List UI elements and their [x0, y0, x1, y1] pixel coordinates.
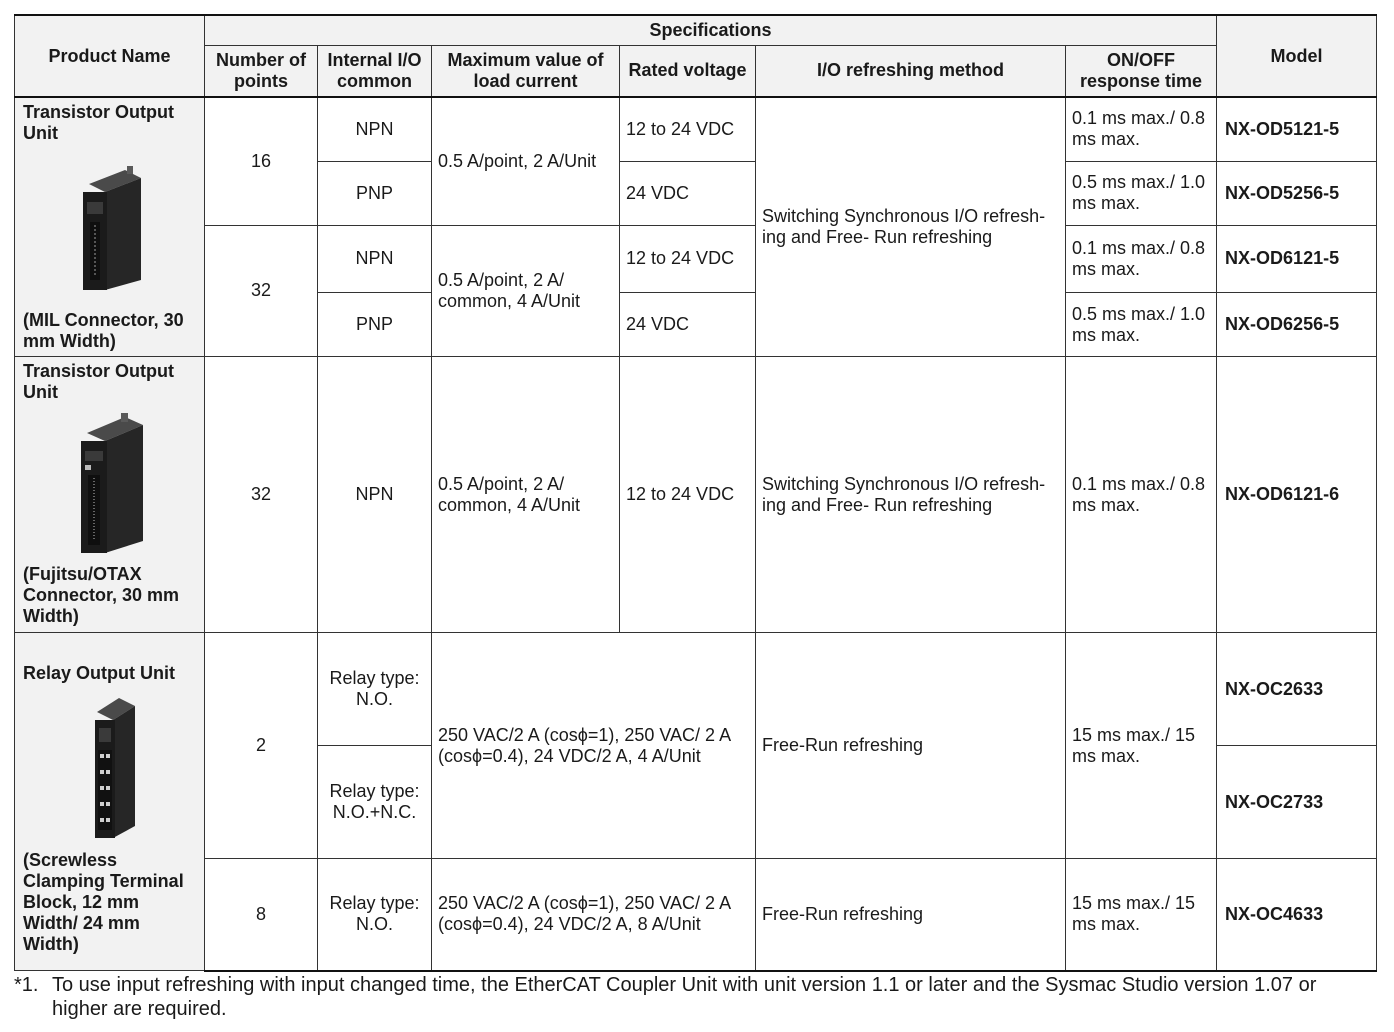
header-points: Number of points: [205, 45, 318, 97]
response-cell: 0.1 ms max./ 0.8 ms max.: [1066, 357, 1217, 633]
load-cell: 0.5 A/point, 2 A/ common, 4 A/Unit: [432, 357, 620, 633]
response-cell: 0.5 ms max./ 1.0 ms max.: [1066, 293, 1217, 357]
header-voltage: Rated voltage: [620, 45, 756, 97]
header-product-name: Product Name: [15, 15, 205, 97]
points-cell: 2: [205, 633, 318, 859]
common-cell: NPN: [318, 357, 432, 633]
response-cell: 0.1 ms max./ 0.8 ms max.: [1066, 225, 1217, 293]
points-cell: 8: [205, 859, 318, 971]
mil-connector-unit-icon: [23, 162, 198, 292]
product-caption: (Screwless Clamping Terminal Block, 12 mm Width/ 24 mm Width): [23, 850, 184, 954]
refresh-cell: Switching Synchronous I/O refresh-ing and Free- Run refreshing: [756, 357, 1066, 633]
load-cell: 0.5 A/point, 2 A/Unit: [432, 97, 620, 225]
model-cell: NX-OC2633: [1217, 633, 1377, 746]
response-cell: 0.1 ms max./ 0.8 ms max.: [1066, 97, 1217, 161]
voltage-cell: 24 VDC: [620, 161, 756, 225]
common-cell: PNP: [318, 293, 432, 357]
load-cell: 0.5 A/point, 2 A/ common, 4 A/Unit: [432, 225, 620, 357]
common-cell: Relay type: N.O.: [318, 633, 432, 746]
product-cell-mil: [15, 97, 205, 357]
model-cell: NX-OD5121-5: [1217, 97, 1377, 161]
model-cell: NX-OD6121-6: [1217, 357, 1377, 633]
table-row: [15, 633, 1377, 746]
voltage-cell: 12 to 24 VDC: [620, 97, 756, 161]
footnote-mark: *1.: [14, 974, 39, 996]
response-cell: 0.5 ms max./ 1.0 ms max.: [1066, 161, 1217, 225]
product-title: Relay Output Unit: [23, 663, 175, 683]
product-caption: (Fujitsu/OTAX Connector, 30 mm Width): [23, 564, 180, 626]
model-cell: NX-OD5256-5: [1217, 161, 1377, 225]
header-response: ON/OFF response time: [1066, 45, 1217, 97]
product-title: Transistor Output Unit: [23, 102, 175, 143]
refresh-cell: Free-Run refreshing: [756, 633, 1066, 859]
common-cell: NPN: [318, 97, 432, 161]
common-cell: PNP: [318, 161, 432, 225]
common-cell: NPN: [318, 225, 432, 293]
header-model: Model: [1217, 15, 1377, 97]
voltage-cell: 24 VDC: [620, 293, 756, 357]
header-load: Maximum value of load current: [432, 45, 620, 97]
header-refresh: I/O refreshing method: [756, 45, 1066, 97]
points-cell: 32: [205, 357, 318, 633]
model-cell: NX-OD6256-5: [1217, 293, 1377, 357]
header-common: Internal I/O common: [318, 45, 432, 97]
voltage-cell: 12 to 24 VDC: [620, 357, 756, 633]
refresh-cell: Free-Run refreshing: [756, 859, 1066, 971]
table-row: [15, 859, 1377, 971]
load-cell: 250 VAC/2 A (cosϕ=1), 250 VAC/ 2 A (cosϕ=0.4), 24 VDC/2 A, 4 A/Unit: [432, 633, 756, 859]
model-cell: NX-OC4633: [1217, 859, 1377, 971]
points-cell: 16: [205, 97, 318, 225]
model-cell: NX-OD6121-5: [1217, 225, 1377, 293]
response-cell: 15 ms max./ 15 ms max.: [1066, 633, 1217, 859]
table-row: [15, 225, 1377, 293]
common-cell: Relay type: N.O.: [318, 859, 432, 971]
footnote-text: To use input refreshing with input changed time, the EtherCAT Coupler Unit with unit version 1.1 or later and the Sysmac Studio version 1.07 or higher are required.: [52, 974, 1317, 1020]
voltage-cell: 12 to 24 VDC: [620, 225, 756, 293]
fujitsu-connector-unit-icon: [23, 411, 198, 556]
spec-table: [14, 14, 1377, 972]
product-title: Transistor Output Unit: [23, 361, 175, 402]
response-cell: 15 ms max./ 15 ms max.: [1066, 859, 1217, 971]
header-specifications: Specifications: [205, 15, 1217, 45]
product-cell-relay: [15, 633, 205, 971]
relay-unit-icon: [23, 692, 198, 842]
model-cell: NX-OC2733: [1217, 746, 1377, 859]
points-cell: 32: [205, 225, 318, 357]
product-caption: (MIL Connector, 30 mm Width): [23, 310, 184, 351]
table-row: [15, 357, 1377, 633]
load-cell: 250 VAC/2 A (cosϕ=1), 250 VAC/ 2 A (cosϕ=0.4), 24 VDC/2 A, 8 A/Unit: [432, 859, 756, 971]
refresh-cell: Switching Synchronous I/O refresh-ing and Free- Run refreshing: [756, 97, 1066, 357]
table-row: [15, 97, 1377, 161]
product-cell-fujitsu: [15, 357, 205, 633]
common-cell: Relay type: N.O.+N.C.: [318, 746, 432, 859]
